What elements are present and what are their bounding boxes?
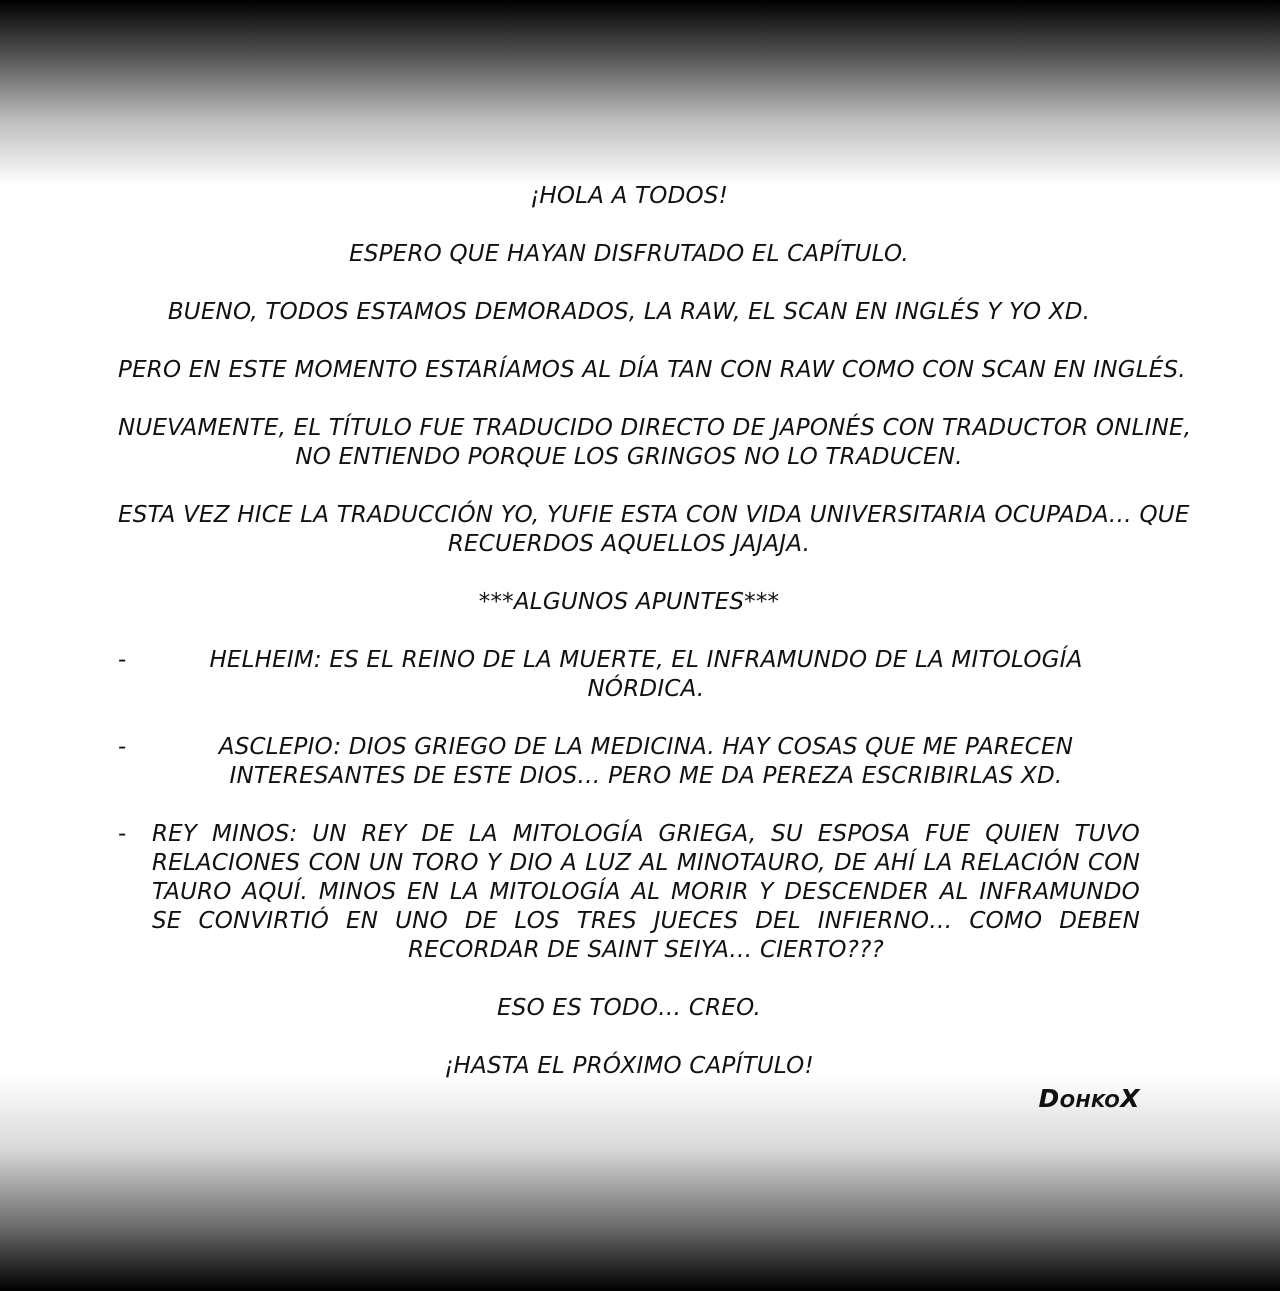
bullet-dash: - bbox=[118, 821, 127, 847]
note-item-text: HELHEIM: ES EL REINO DE LA MUERTE, EL INFRAMUNDO DE LA MITOLOGÍA NÓRDICA. bbox=[209, 647, 1083, 702]
paragraph-translator-line1: ESTA VEZ HICE LA TRADUCCIÓN YO, YUFIE ESTA CON VIDA UNIVERSITARIA OCUPADA… QUE bbox=[118, 502, 1190, 528]
translator-note bbox=[118, 182, 1192, 1110]
closing-that-is-all: ESO ES TODO… CREO. bbox=[497, 995, 761, 1021]
paragraph-translator bbox=[118, 501, 1190, 559]
note-item-text: REY MINOS: UN REY DE LA MITOLOGÍA GRIEGA, SU ESPOSA FUE QUIEN TUVO RELACIONES CON UN TORO Y DIO A LUZ AL MINOTAURO, DE AHÍ LA RELACIÓN CON TAURO AQUÍ. MINOS EN LA MITOLOGÍA AL MORIR Y DESCENDER AL INFRAMUNDO SE CONVIRTIÓ EN UNO DE LOS TRES JUECES DEL INFIERNO… COMO DEBEN RECORDAR DE SAINT SEIYA… CIERTO??? bbox=[152, 821, 1140, 963]
note-item-helheim bbox=[118, 646, 1140, 704]
bullet-dash: - bbox=[118, 647, 127, 673]
notes-heading: ***ALGUNOS APUNTES*** bbox=[478, 589, 780, 615]
paragraph-enjoyed-chapter: ESPERO QUE HAYAN DISFRUTADO EL CAPÍTULO. bbox=[349, 241, 909, 267]
paragraph-delayed: BUENO, TODOS ESTAMOS DEMORADOS, LA RAW, EL SCAN EN INGLÉS Y YO XD. bbox=[167, 299, 1091, 325]
paragraph-title-translation-line2: NO ENTIENDO PORQUE LOS GRINGOS NO LO TRADUCEN. bbox=[295, 444, 963, 470]
note-item-asclepio bbox=[118, 733, 1140, 791]
paragraph-up-to-date: PERO EN ESTE MOMENTO ESTARÍAMOS AL DÍA TAN CON RAW COMO CON SCAN EN INGLÉS. bbox=[118, 357, 1186, 383]
paragraph-title-translation bbox=[118, 414, 1192, 472]
paragraph-title-translation-line1: NUEVAMENTE, EL TÍTULO FUE TRADUCIDO DIRECTO DE JAPONÉS CON TRADUCTOR ONLINE, bbox=[118, 415, 1192, 441]
closing-see-you: ¡HASTA EL PRÓXIMO CAPÍTULO! bbox=[444, 1053, 814, 1079]
bullet-dash: - bbox=[118, 734, 127, 760]
note-item-rey-minos bbox=[118, 820, 1140, 965]
signature: DohkoX bbox=[1038, 1084, 1140, 1113]
note-item-text: ASCLEPIO: DIOS GRIEGO DE LA MEDICINA. HAY COSAS QUE ME PARECEN INTERESANTES DE ESTE DIOS… PERO ME DA PEREZA ESCRIBIRLAS XD. bbox=[218, 734, 1074, 789]
paragraph-translator-line2: RECUERDOS AQUELLOS JAJAJA. bbox=[447, 531, 811, 557]
greeting: ¡HOLA A TODOS! bbox=[529, 183, 729, 209]
